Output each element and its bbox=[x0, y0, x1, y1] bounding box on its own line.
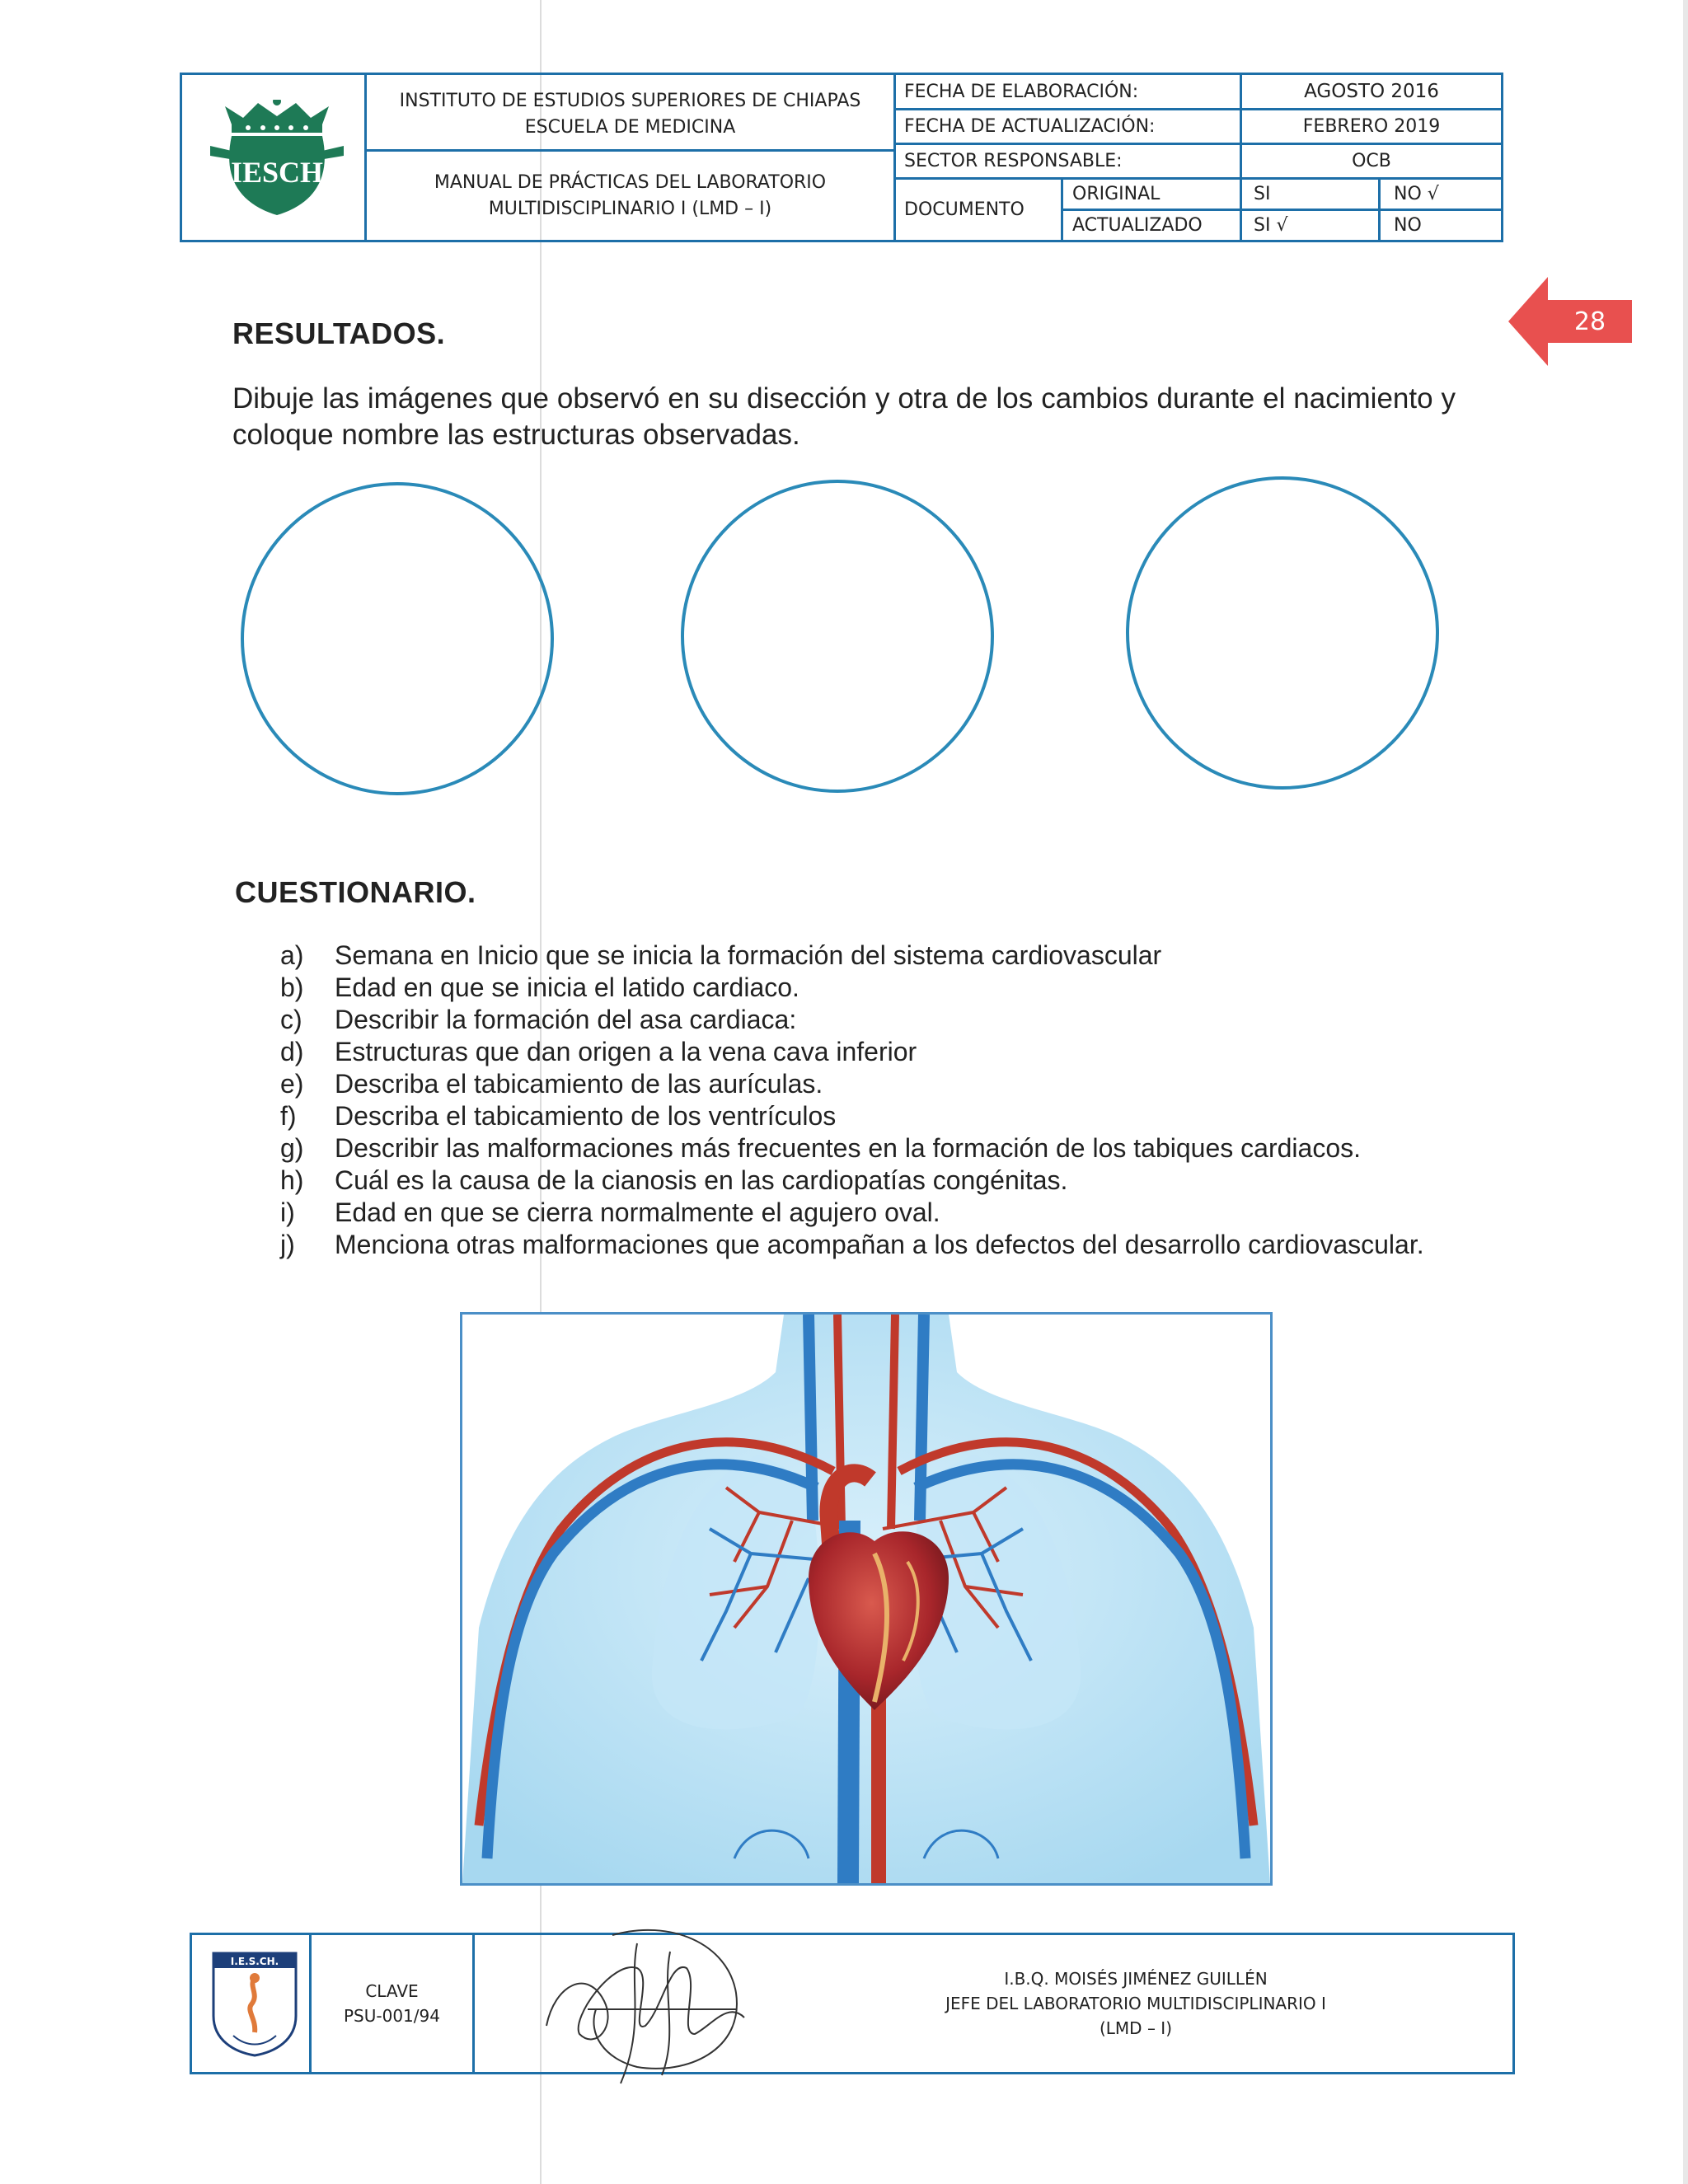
question-letter: c) bbox=[280, 1005, 302, 1034]
fecha-elaboracion-label: FECHA DE ELABORACIÓN: bbox=[904, 81, 1139, 102]
drawing-circle-1 bbox=[241, 482, 554, 795]
page-number: 28 bbox=[1573, 307, 1606, 336]
original-no: NO √ bbox=[1394, 184, 1439, 204]
page-edge bbox=[1683, 0, 1688, 2184]
question-letter: i) bbox=[280, 1197, 295, 1227]
sector-label: SECTOR RESPONSABLE: bbox=[904, 151, 1123, 171]
original-si: SI bbox=[1254, 184, 1271, 204]
iesch-seal bbox=[209, 1950, 301, 2057]
question-letter: h) bbox=[280, 1165, 304, 1195]
question-letter: j) bbox=[280, 1230, 295, 1259]
documento-label: DOCUMENTO bbox=[904, 199, 1025, 220]
question-item bbox=[280, 940, 1459, 972]
question-item bbox=[280, 1229, 1459, 1261]
clave-value: PSU-001/94 bbox=[344, 2006, 440, 2026]
question-text: Edad en que se cierra normalmente el agujero oval. bbox=[335, 1197, 940, 1227]
actualizado-label: ACTUALIZADO bbox=[1072, 215, 1203, 236]
question-letter: b) bbox=[280, 972, 304, 1002]
manual-title-line1: MANUAL DE PRÁCTICAS DEL LABORATORIO bbox=[434, 171, 827, 193]
document-footer-table bbox=[190, 1933, 1515, 2074]
handwritten-signature bbox=[538, 1910, 769, 2100]
question-item bbox=[280, 1068, 1459, 1100]
question-text: Menciona otras malformaciones que acompañan a los defectos del desarrollo cardiovascular. bbox=[335, 1230, 1424, 1259]
school-name: ESCUELA DE MEDICINA bbox=[524, 117, 736, 138]
resultados-instruction: Dibuje las imágenes que observó en su disección y otra de los cambios durante el nacimiento y coloque nombre las estructuras observadas. bbox=[232, 382, 1456, 451]
page-number-tag bbox=[1508, 277, 1632, 366]
seal-text: I.E.S.CH. bbox=[230, 1956, 279, 1967]
question-letter: a) bbox=[280, 940, 304, 970]
fecha-actualizacion-label: FECHA DE ACTUALIZACIÓN: bbox=[904, 116, 1156, 137]
question-text: Estructuras que dan origen a la vena cava inferior bbox=[335, 1037, 917, 1066]
sector-value: OCB bbox=[1352, 151, 1391, 171]
question-letter: g) bbox=[280, 1133, 304, 1163]
actualizado-no: NO bbox=[1394, 215, 1422, 236]
drawing-circle-2 bbox=[681, 480, 994, 793]
question-text: Semana en Inicio que se inicia la formación del sistema cardiovascular bbox=[335, 940, 1162, 970]
question-item bbox=[280, 1004, 1459, 1036]
question-item bbox=[280, 1132, 1459, 1165]
question-letter: f) bbox=[280, 1101, 297, 1131]
resultados-title: RESULTADOS. bbox=[232, 316, 446, 350]
question-text: Describir las malformaciones más frecuentes en la formación de los tabiques cardiacos. bbox=[335, 1133, 1361, 1163]
clave-label: CLAVE bbox=[365, 1981, 419, 2001]
fecha-elaboracion-value: AGOSTO 2016 bbox=[1304, 81, 1439, 102]
fecha-actualizacion-value: FEBRERO 2019 bbox=[1302, 116, 1441, 137]
question-text: Edad en que se inicia el latido cardiaco. bbox=[335, 972, 799, 1002]
institution-name: INSTITUTO DE ESTUDIOS SUPERIORES DE CHIAPAS bbox=[399, 91, 861, 111]
question-text: Describa el tabicamiento de las aurículas. bbox=[335, 1069, 823, 1099]
question-item bbox=[280, 1036, 1459, 1068]
question-text: Describir la formación del asa cardiaca: bbox=[335, 1005, 797, 1034]
question-text: Cuál es la causa de la cianosis en las cardiopatías congénitas. bbox=[335, 1165, 1068, 1195]
logo-text: IESCH bbox=[230, 156, 324, 189]
question-item bbox=[280, 1197, 1459, 1229]
document-header-table bbox=[180, 73, 1503, 242]
question-text: Describa el tabicamiento de los ventrículos bbox=[335, 1101, 837, 1131]
manual-title-line2: MULTIDISCIPLINARIO I (LMD – I) bbox=[488, 198, 772, 219]
cardiovascular-system-image bbox=[462, 1315, 1270, 1883]
question-letter: e) bbox=[280, 1069, 304, 1099]
signer-unit: (LMD – I) bbox=[1099, 2018, 1173, 2038]
cardiovascular-illustration bbox=[460, 1312, 1273, 1886]
original-label: ORIGINAL bbox=[1072, 184, 1160, 204]
signer-title: JEFE DEL LABORATORIO MULTIDISCIPLINARIO I bbox=[945, 1994, 1326, 2013]
iesch-logo bbox=[207, 100, 347, 223]
question-item bbox=[280, 972, 1459, 1004]
cuestionario-title: CUESTIONARIO. bbox=[235, 875, 476, 909]
question-item bbox=[280, 1100, 1459, 1132]
signer-name: I.B.Q. MOISÉS JIMÉNEZ GUILLÉN bbox=[1004, 1969, 1268, 1989]
question-list bbox=[280, 940, 1459, 1261]
question-item bbox=[280, 1165, 1459, 1197]
question-letter: d) bbox=[280, 1037, 304, 1066]
drawing-circle-3 bbox=[1126, 476, 1439, 790]
actualizado-si: SI √ bbox=[1254, 215, 1288, 236]
